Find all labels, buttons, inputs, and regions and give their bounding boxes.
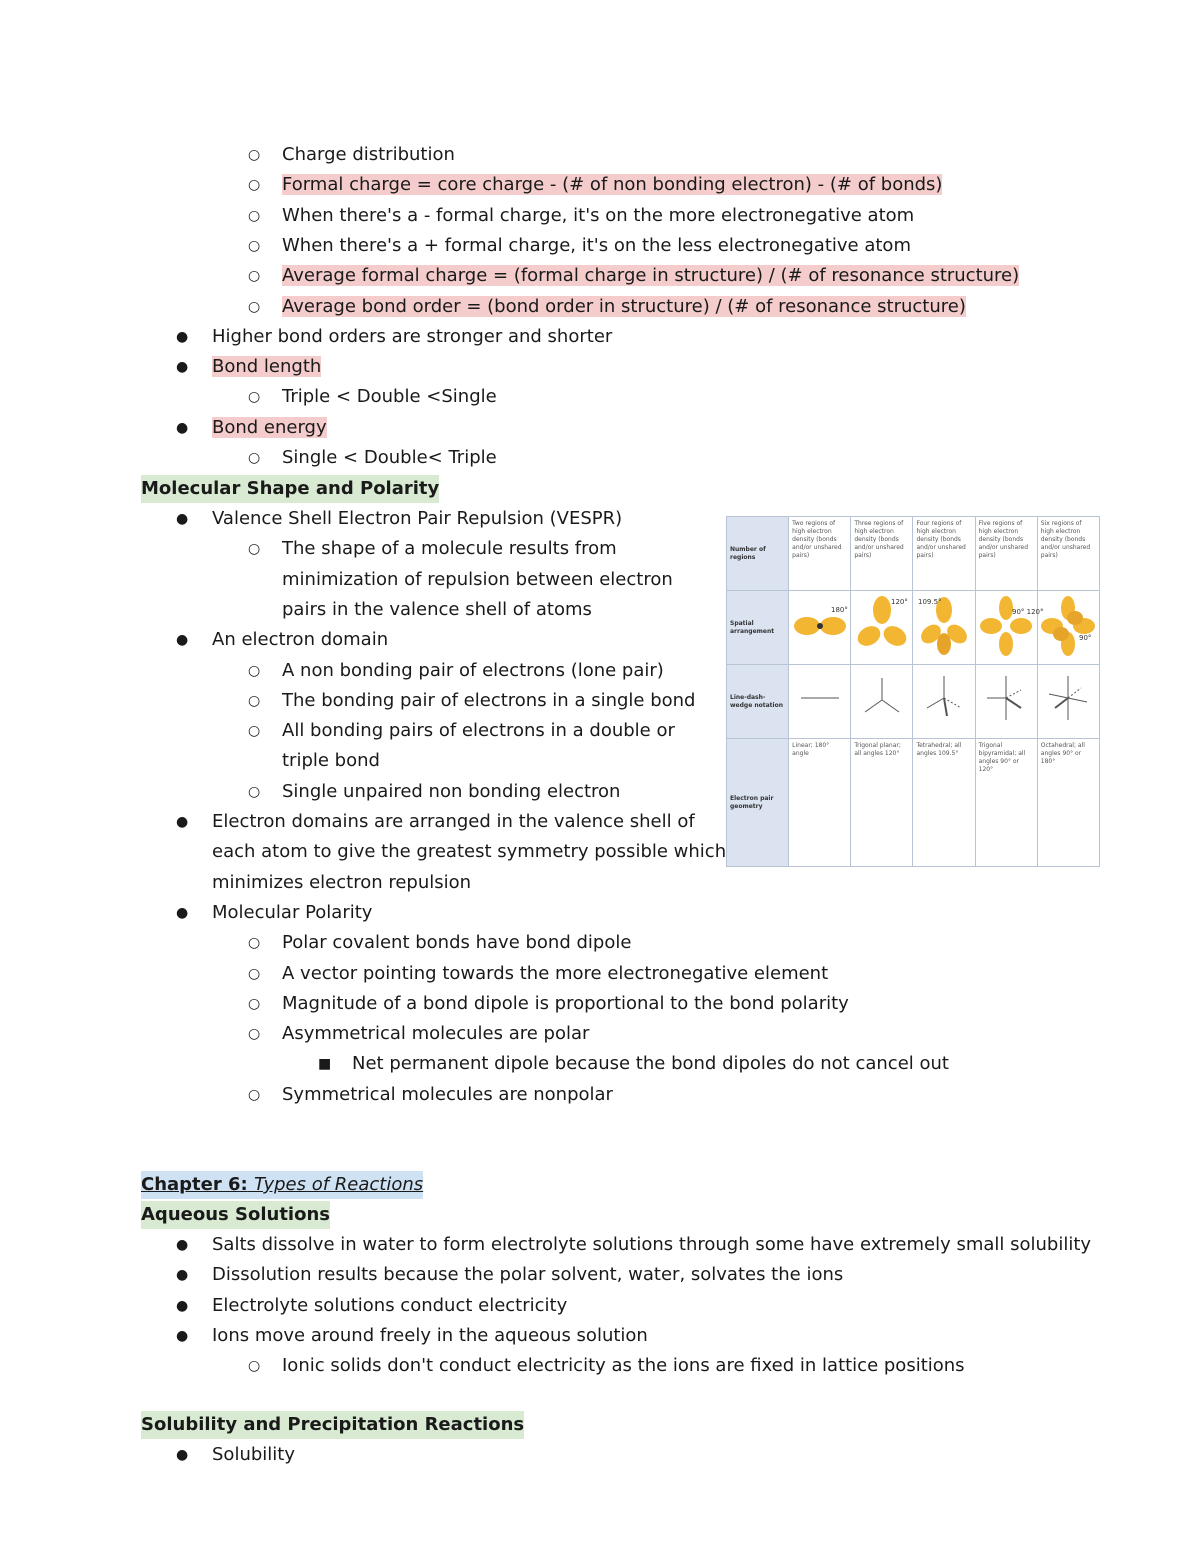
bullet-icon: ● xyxy=(176,328,189,345)
circle-bullet-icon: ○ xyxy=(248,237,261,254)
notation-trigonal xyxy=(851,665,913,739)
row-label-geometry: Electron pair geometry xyxy=(727,739,789,867)
circle-bullet-icon: ○ xyxy=(248,389,261,406)
bullet-icon: ● xyxy=(176,1327,189,1344)
list-item: Charge distribution xyxy=(282,144,455,165)
circle-bullet-icon: ○ xyxy=(248,298,261,315)
circle-bullet-icon: ○ xyxy=(248,268,261,285)
notation-trigonal-icon xyxy=(855,668,909,728)
bullet-icon: ● xyxy=(176,1447,189,1463)
list-item: A non bonding pair of electrons (lone pair) xyxy=(282,659,664,681)
list-item: An electron domain xyxy=(212,629,389,651)
list-item: Polar covalent bonds have bond dipole xyxy=(282,932,632,954)
list-item: Dissolution results because the polar solvent, water, solvates the ions xyxy=(212,1264,844,1286)
circle-bullet-icon: ○ xyxy=(248,662,261,679)
svg-text:90°: 90° xyxy=(1079,634,1092,642)
list-item: Ionic solids don't conduct electricity as the ions are fixed in lattice positions xyxy=(282,1355,965,1377)
list-item: Net permanent dipole because the bond dipoles do not cancel out xyxy=(352,1053,949,1075)
geometry-cell: Tetrahedral; all angles 109.5° xyxy=(913,739,975,867)
circle-bullet-icon: ○ xyxy=(248,935,261,952)
heading-solubility: Solubility and Precipitation Reactions xyxy=(141,1411,524,1439)
svg-text:90° 120°: 90° 120° xyxy=(1012,608,1044,616)
list-item: minimization of repulsion between electron xyxy=(282,568,673,590)
circle-bullet-icon: ○ xyxy=(248,1026,261,1043)
circle-bullet-icon: ○ xyxy=(248,783,261,800)
vsepr-table-figure xyxy=(726,516,1100,867)
list-item: Higher bond orders are stronger and shorter xyxy=(212,325,613,347)
heading-aqueous-solutions: Aqueous Solutions xyxy=(141,1201,330,1229)
circle-bullet-icon: ○ xyxy=(248,995,261,1012)
notation-bipyramidal xyxy=(975,665,1037,739)
bullet-icon: ● xyxy=(176,814,189,830)
list-item: Ions move around freely in the aqueous solution xyxy=(212,1324,648,1346)
geometry-cell: Octahedral; all angles 90° or 180° xyxy=(1037,739,1099,867)
orbital-linear-icon xyxy=(793,594,847,654)
list-item: minimizes electron repulsion xyxy=(212,871,472,893)
list-item: Single < Double< Triple xyxy=(282,447,497,468)
list-item: Average bond order = (bond order in structure) / (# of resonance structure) xyxy=(282,295,966,317)
circle-bullet-icon: ○ xyxy=(248,207,261,224)
chapter-heading: Chapter 6: Types of Reactions xyxy=(141,1171,423,1199)
regions-cell: Five regions of high electron density (bonds and/or unshared pairs) xyxy=(975,517,1037,591)
notation-linear-icon xyxy=(793,668,847,728)
orbital-bipyramidal-icon xyxy=(979,594,1044,658)
list-item: Electrolyte solutions conduct electricity xyxy=(212,1294,568,1316)
regions-cell: Four regions of high electron density (bonds and/or unshared pairs) xyxy=(913,517,975,591)
row-label-regions: Number of regions xyxy=(727,517,789,591)
notation-octahedral-icon xyxy=(1041,668,1095,728)
bullet-icon: ● xyxy=(176,1297,189,1314)
svg-text:109.5°: 109.5° xyxy=(918,598,942,606)
list-item: Salts dissolve in water to form electrolyte solutions through some have extremely small solubility xyxy=(212,1234,1092,1255)
regions-cell: Six regions of high electron density (bonds and/or unshared pairs) xyxy=(1037,517,1099,591)
bullet-icon: ● xyxy=(176,419,189,436)
orbital-trigonal xyxy=(851,591,913,665)
orbital-octahedral xyxy=(1037,591,1099,665)
bullet-icon: ● xyxy=(176,1267,189,1284)
list-item: Single unpaired non bonding electron xyxy=(282,780,621,802)
geometry-cell: Trigonal bipyramidal; all angles 90° or 120° xyxy=(975,739,1037,867)
list-item: The bonding pair of electrons in a single bond xyxy=(282,689,696,711)
list-item: The shape of a molecule results from xyxy=(282,538,617,560)
list-item: Symmetrical molecules are nonpolar xyxy=(282,1083,613,1105)
heading-molecular-shape: Molecular Shape and Polarity xyxy=(141,475,439,503)
list-item: Bond energy xyxy=(212,416,327,438)
notation-tetrahedral-icon xyxy=(917,668,971,728)
list-item: each atom to give the greatest symmetry possible which xyxy=(212,841,727,863)
row-label-spatial: Spatial arrangement xyxy=(727,591,789,665)
notation-bipyramidal-icon xyxy=(979,668,1033,728)
circle-bullet-icon: ○ xyxy=(248,965,261,982)
square-bullet-icon: ■ xyxy=(318,1056,332,1073)
notation-tetrahedral xyxy=(913,665,975,739)
circle-bullet-icon: ○ xyxy=(248,1086,261,1103)
list-item: All bonding pairs of electrons in a double or xyxy=(282,720,675,742)
notation-linear xyxy=(789,665,851,739)
list-item: Formal charge = core charge - (# of non bonding electron) - (# of bonds) xyxy=(282,174,943,196)
list-item: pairs in the valence shell of atoms xyxy=(282,598,592,620)
bullet-icon: ● xyxy=(176,1237,189,1253)
list-item: Electron domains are arranged in the valence shell of xyxy=(212,811,695,832)
circle-bullet-icon: ○ xyxy=(248,147,261,163)
list-item: When there's a - formal charge, it's on the more electronegative atom xyxy=(282,204,915,226)
regions-cell: Two regions of high electron density (bonds and/or unshared pairs) xyxy=(789,517,851,591)
list-item: Asymmetrical molecules are polar xyxy=(282,1023,590,1045)
svg-text:120°: 120° xyxy=(890,598,908,606)
list-item: triple bond xyxy=(282,750,380,772)
circle-bullet-icon: ○ xyxy=(248,692,261,709)
bullet-icon: ● xyxy=(176,904,189,921)
circle-bullet-icon: ○ xyxy=(248,450,261,466)
list-item: Triple < Double <Single xyxy=(282,386,497,408)
geometry-cell: Trigonal planar; all angles 120° xyxy=(851,739,913,867)
list-item: Average formal charge = (formal charge in structure) / (# of resonance structure) xyxy=(282,265,1020,287)
row-label-notation: Line-dash-wedge notation xyxy=(727,665,789,739)
circle-bullet-icon: ○ xyxy=(248,723,261,740)
list-item: Magnitude of a bond dipole is proportional to the bond polarity xyxy=(282,992,849,1014)
list-item: Solubility xyxy=(212,1444,295,1465)
circle-bullet-icon: ○ xyxy=(248,541,261,558)
svg-text:180°: 180° xyxy=(830,606,848,614)
orbital-trigonal-icon xyxy=(855,594,909,658)
orbital-trigonal-bipyramidal xyxy=(975,591,1044,665)
geometry-cell: Linear; 180° angle xyxy=(789,739,851,867)
list-item: Bond length xyxy=(212,356,322,378)
orbital-tetrahedral xyxy=(913,591,975,665)
bullet-icon: ● xyxy=(176,632,189,649)
orbital-octahedral-icon xyxy=(1041,594,1095,658)
bullet-icon: ● xyxy=(176,359,189,376)
orbital-linear xyxy=(789,591,851,665)
regions-cell: Three regions of high electron density (bonds and/or unshared pairs) xyxy=(851,517,913,591)
circle-bullet-icon: ○ xyxy=(248,1358,261,1375)
list-item: Molecular Polarity xyxy=(212,901,373,923)
orbital-tetrahedral-icon xyxy=(917,594,971,658)
circle-bullet-icon: ○ xyxy=(248,177,261,194)
list-item: When there's a + formal charge, it's on the less electronegative atom xyxy=(282,234,911,256)
list-item: A vector pointing towards the more electronegative element xyxy=(282,962,829,984)
list-item: Valence Shell Electron Pair Repulsion (VESPR) xyxy=(212,508,623,529)
notation-octahedral xyxy=(1037,665,1099,739)
bullet-icon: ● xyxy=(176,511,189,527)
